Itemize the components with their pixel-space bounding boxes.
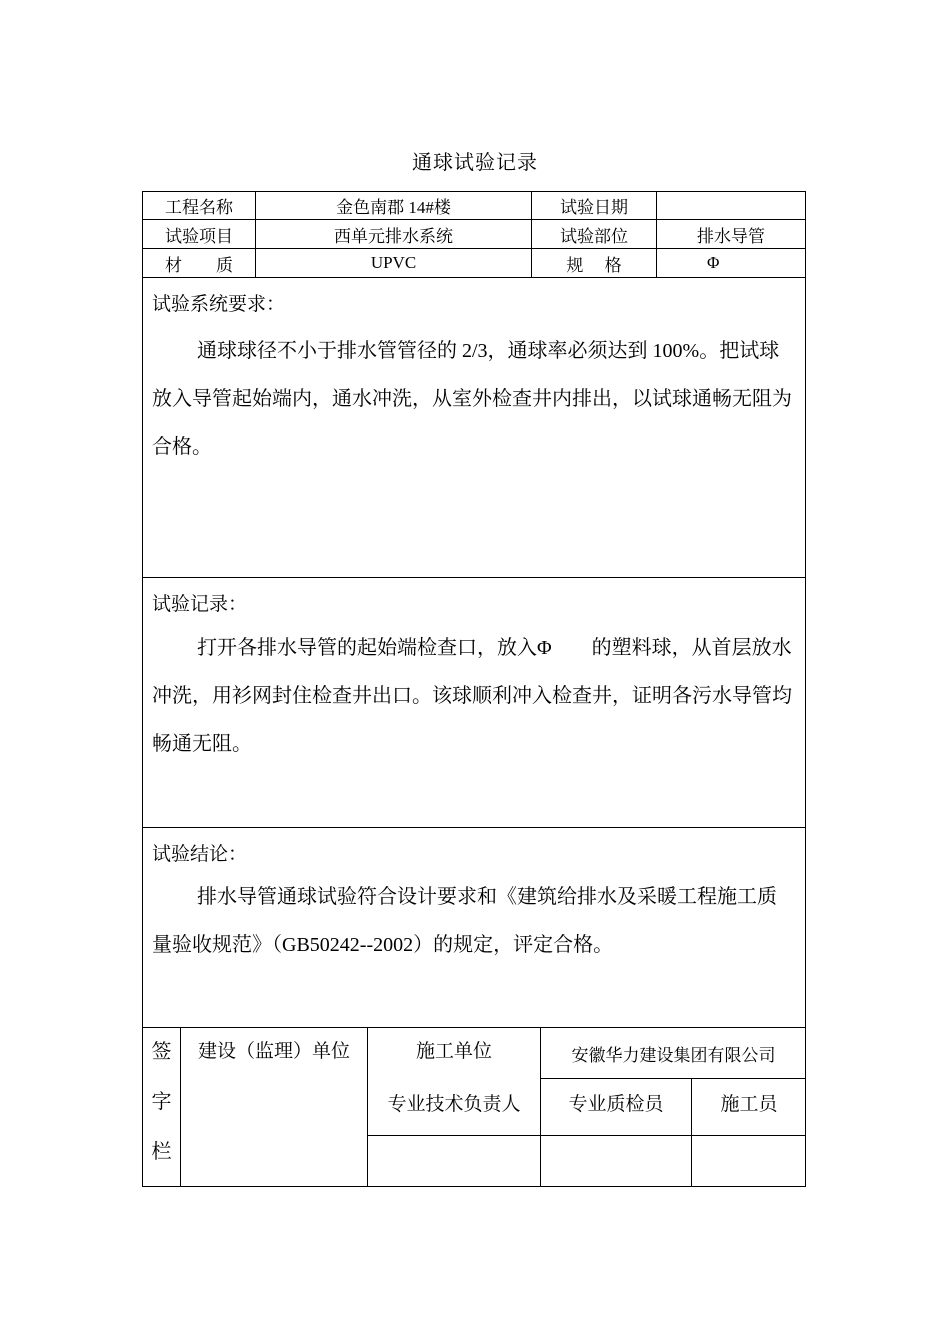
page-title: 通球试验记录 <box>412 152 538 174</box>
signature-column-char: 字 <box>151 1091 172 1113</box>
construction-unit-label: 施工单位 <box>415 1040 492 1062</box>
spec-label: 规 格 <box>566 255 622 275</box>
test-item-value: 西单元排水系统 <box>334 226 453 246</box>
requirements-heading: 试验系统要求： <box>152 294 286 315</box>
tech-lead-label: 专业技术负责人 <box>387 1093 521 1115</box>
record-text: 打开各排水导管的起始端检查口，放入Φ 的塑料球，从首层放水冲洗，用衫网封住检查井出口。该球顺利冲入检查井，证明各污水导管均畅通无阻。 <box>152 637 792 755</box>
project-name-label: 工程名称 <box>165 198 233 217</box>
section-divider <box>142 577 806 578</box>
worker-label: 施工员 <box>720 1093 778 1115</box>
construction-unit-name: 安徽华力建设集团有限公司 <box>571 1045 776 1065</box>
conclusion-text: 排水导管通球试验符合设计要求和《建筑给排水及采暖工程施工质量验收规范》（GB50242--2002）的规定，评定合格。 <box>152 886 777 956</box>
spec-value: Φ <box>707 253 720 272</box>
signature-column-char: 签 <box>151 1041 172 1063</box>
owner-unit-label: 建设（监理）单位 <box>197 1040 350 1062</box>
test-location-label: 试验部位 <box>560 226 628 246</box>
record-heading: 试验记录： <box>152 594 248 615</box>
signature-column-char: 栏 <box>151 1141 172 1163</box>
section-divider <box>142 827 806 828</box>
material-label: 材 质 <box>165 255 233 275</box>
test-item-label: 试验项目 <box>165 226 233 246</box>
conclusion-heading: 试验结论： <box>152 844 248 865</box>
test-date-label: 试验日期 <box>560 198 628 217</box>
requirements-text: 通球球径不小于排水管管径的 2/3，通球率必须达到 100%。把试球放入导管起始端内，通水冲洗，从室外检查井内排出，以试球通畅无阻为合格。 <box>152 340 792 458</box>
project-name-value: 金色南郡 14#楼 <box>336 198 451 217</box>
row-divider <box>142 277 806 278</box>
quality-inspector-label: 专业质检员 <box>568 1093 664 1115</box>
material-value: UPVC <box>370 253 417 272</box>
test-location-value: 排水导管 <box>697 226 765 246</box>
row-divider <box>367 1135 806 1136</box>
test-date-value <box>657 192 805 219</box>
